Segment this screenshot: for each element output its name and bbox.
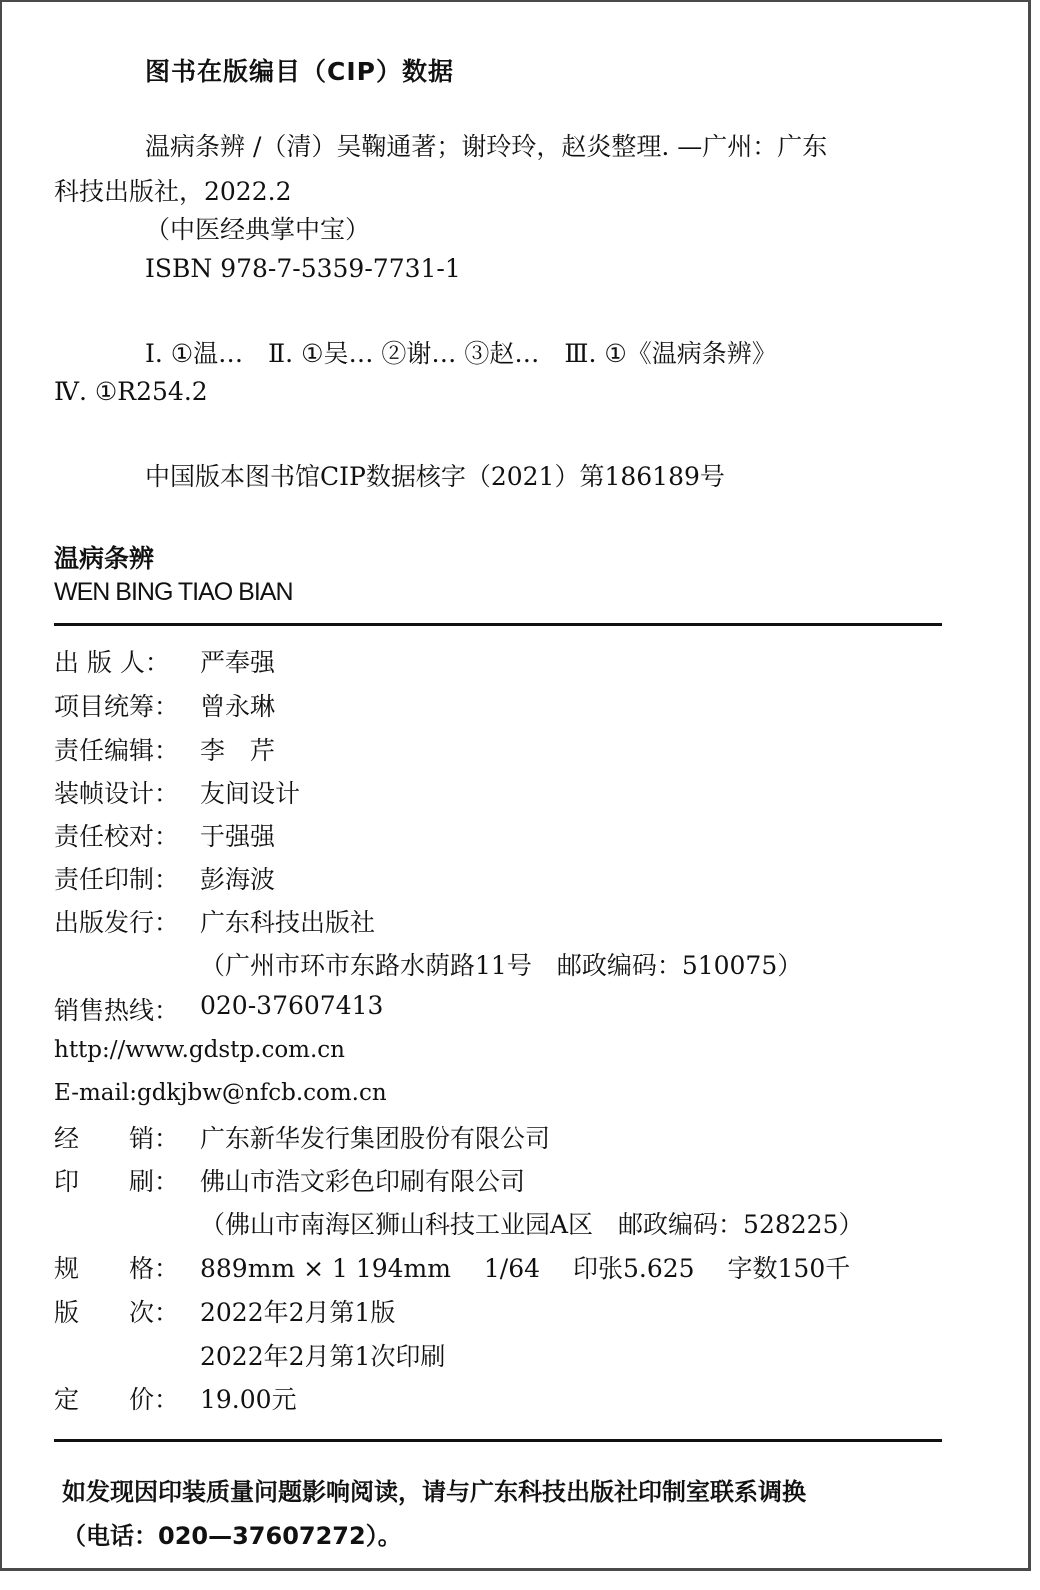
price-value: 19.00元: [200, 1385, 297, 1414]
book-pinyin: WEN BING TIAO BIAN: [54, 578, 293, 606]
specs-row: [54, 1249, 850, 1285]
sales-hotline-label: 销售热线：: [54, 996, 180, 1025]
printing-run: 2022年2月第1次印刷: [200, 1342, 446, 1371]
printing-row: [54, 1162, 525, 1198]
distribution-value: 广东新华发行集团股份有限公司: [200, 1124, 551, 1153]
printing-label: 印 刷：: [54, 1167, 180, 1196]
credit-value: 于强强: [200, 822, 276, 851]
cip-isbn: ISBN 978-7-5359-7731-1: [145, 254, 461, 283]
credit-value: 友间设计: [200, 779, 301, 808]
printer-address: （佛山市南海区狮山科技工业园A区 邮政编码：528225）: [200, 1210, 864, 1239]
specs-value: 889mm × 1 194mm 1/64 印张5.625 字数150千: [200, 1254, 851, 1283]
edition-value: 2022年2月第1版: [200, 1298, 396, 1327]
cip-classification-line2: Ⅳ. ①R254.2: [54, 377, 208, 406]
cip-record-line2: 科技出版社，2022.2: [54, 177, 292, 206]
price-row: [54, 1380, 297, 1416]
credit-value: 严奉强: [200, 648, 276, 677]
credit-label: 装帧设计：: [54, 779, 180, 808]
credit-value: 彭海波: [200, 865, 276, 894]
cip-classification-line1: Ⅰ. ①温… Ⅱ. ①吴… ②谢… ③赵… Ⅲ. ①《温病条辨》: [145, 339, 777, 368]
credit-row-editor: [54, 731, 275, 767]
cip-series: （中医经典掌中宝）: [145, 215, 371, 244]
website-link[interactable]: http://www.gdstp.com.cn: [54, 1037, 345, 1063]
printing-value: 佛山市浩文彩色印刷有限公司: [200, 1167, 526, 1196]
credit-label: 出版发行：: [54, 908, 180, 937]
edition-row: [54, 1293, 395, 1329]
credit-label: 项目统筹：: [54, 692, 180, 721]
edition-label: 版 次：: [54, 1298, 180, 1327]
cip-number: 中国版本图书馆CIP数据核字（2021）第186189号: [145, 462, 725, 491]
price-label: 定 价：: [54, 1385, 180, 1414]
specs-label: 规 格：: [54, 1254, 180, 1283]
distribution-row: [54, 1119, 550, 1155]
credit-label: 出 版 人：: [54, 648, 170, 677]
credit-value: 曾永琳: [200, 692, 276, 721]
distribution-label: 经 销：: [54, 1124, 180, 1153]
email-link[interactable]: E-mail:gdkjbw@nfcb.com.cn: [54, 1080, 387, 1106]
divider-bottom: [54, 1439, 942, 1442]
publisher-address: （广州市环市东路水荫路11号 邮政编码：510075）: [200, 951, 803, 980]
credit-row-proofreader: [54, 817, 275, 853]
credit-value: 李 芹: [200, 736, 276, 765]
quality-notice-line1: 如发现因印装质量问题影响阅读，请与广东科技出版社印制室联系调换: [62, 1478, 806, 1506]
credit-row-project: [54, 687, 275, 723]
credit-value: 广东科技出版社: [200, 908, 376, 937]
credit-row-design: [54, 774, 300, 810]
credit-label: 责任校对：: [54, 822, 180, 851]
credit-row-publisher: [54, 643, 275, 679]
sales-hotline-row: [54, 991, 383, 1027]
credit-row-print-manager: [54, 860, 275, 896]
cip-record-line1: 温病条辨 /（清）吴鞠通著；谢玲玲，赵炎整理. —广州：广东: [145, 132, 828, 161]
sales-hotline-value: 020-37607413: [200, 991, 384, 1020]
credit-row-distribution-publisher: [54, 903, 375, 939]
credit-label: 责任编辑：: [54, 736, 180, 765]
credit-label: 责任印制：: [54, 865, 180, 894]
quality-notice-line2: （电话：020—37607272）。: [62, 1522, 402, 1550]
divider-top: [54, 623, 942, 626]
book-title: 温病条辨: [54, 544, 155, 573]
cip-heading: 图书在版编目（CIP）数据: [145, 57, 454, 86]
